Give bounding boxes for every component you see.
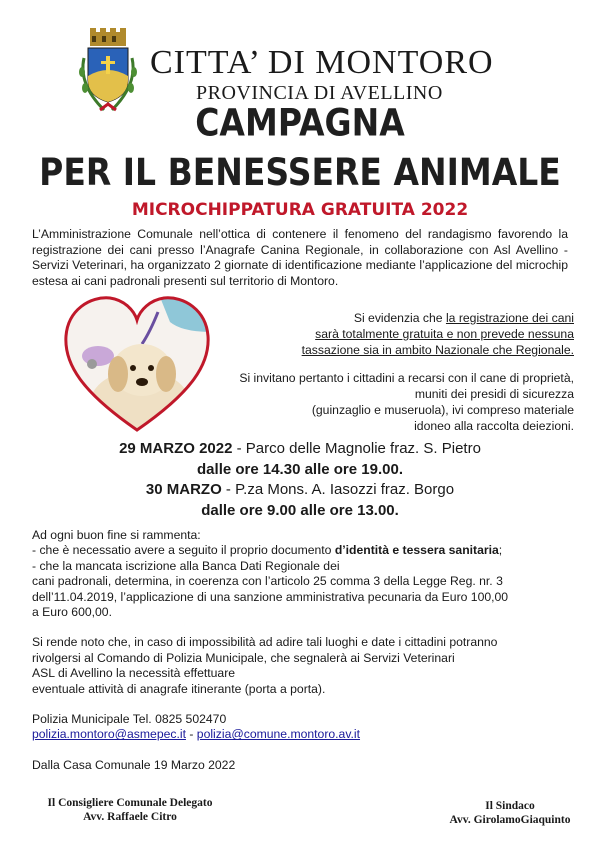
place-date: Dalla Casa Comunale 19 Marzo 2022 [32, 757, 236, 772]
alt-line-1: Si rende noto che, in caso di impossibilità ad adire tali luoghi e date i cittadini potranno [32, 635, 498, 650]
email-link-pec[interactable]: polizia.montoro@asmepec.it [32, 727, 186, 742]
province-title: PROVINCIA DI AVELLINO [196, 82, 443, 104]
notice-line-2: sarà totalmente gratuita e non prevede nessuna [315, 327, 574, 341]
intro-paragraph: L’Amministrazione Comunale nell’ottica di contenere il fenomeno del randagismo favorendo la registrazione dei cani presso l’Anagrafe Canina Regionale, in collaborazione con Asl Avellino - Servizi Veterinari, ha organizzato 2 giornate di identificazione mediante l’applicazione del microchip estesa ai cani padronali presenti sul territorio di Montoro. [32, 227, 568, 288]
invite-line-4: idoneo alla raccolta deiezioni. [414, 419, 574, 433]
day-2-place: - P.za Mons. A. Iasozzi fraz. Borgo [221, 481, 455, 498]
title-line-2: PER IL BENESSERE ANIMALE [39, 150, 561, 194]
invite-line-2: muniti dei presidi di sicurezza [414, 387, 574, 401]
title-line-1: CAMPAGNA [195, 100, 405, 145]
invite-paragraph [220, 370, 574, 434]
day-1-time: dalle ore 14.30 alle ore 19.00. [197, 461, 403, 478]
notice-line-3: tassazione sia in ambito Nazionale che Regionale. [301, 343, 574, 357]
schedule-day-1 [0, 440, 600, 457]
point-2-line-3: dell’11.04.2019, l’applicazione di una sanzione amministrativa pecunaria da Euro 100,00 [32, 589, 509, 604]
alt-line-2: rivolgersi al Comando di Polizia Municipale, che segnalerà ai Servizi Veterinari [32, 650, 455, 665]
notice-prefix: Si evidenzia che [353, 311, 446, 325]
day-2-time: dalle ore 9.00 alle ore 13.00. [201, 502, 399, 519]
point-1-prefix: - che è necessatio avere a seguito il proprio documento [32, 543, 335, 558]
day-1-place: - Parco delle Magnolie fraz. S. Pietro [232, 440, 481, 457]
point-1-bold: d’identità e tessera sanitaria [334, 543, 499, 558]
campaign-title [0, 99, 600, 198]
delegate-name: Avv. Raffaele Citro [83, 811, 177, 823]
schedule-day-2 [0, 481, 600, 498]
alt-line-3: ASL di Avellino la necessità effettuare [32, 666, 236, 681]
email-separator: - [185, 727, 197, 742]
invite-line-3: (guinzaglio e museruola), ivi compreso materiale [311, 403, 574, 417]
invite-line-1: Si invitano pertanto i cittadini a recarsi con il cane di proprietà, [239, 371, 574, 385]
signature-mayor [430, 799, 590, 827]
signature-delegate [20, 796, 240, 824]
mayor-name: Avv. GirolamoGiaquinto [449, 814, 571, 826]
mayor-role: Il Sindaco [485, 800, 535, 812]
reminder-intro: Ad ogni buon fine si rammenta: [32, 528, 201, 542]
notice-line-1: la registrazione dei cani [445, 311, 574, 325]
point-1-suffix: ; [498, 543, 503, 558]
point-2-line-4: a Euro 600,00. [32, 605, 112, 620]
body-text [32, 528, 572, 773]
police-phone: Polizia Municipale Tel. 0825 502470 [32, 712, 227, 727]
heart-dog-photo [62, 292, 212, 437]
subtitle: MICROCHIPPATURA GRATUITA 2022 [131, 200, 469, 220]
free-registration-notice [262, 310, 574, 358]
point-2-line-1: - che la mancata iscrizione alla Banca Dati Regionale dei [32, 558, 340, 573]
email-link-comune[interactable]: polizia@comune.montoro.av.it [196, 727, 361, 742]
delegate-role: Il Consigliere Comunale Delegato [47, 797, 213, 809]
day-1-date: 29 MARZO 2022 [119, 440, 233, 457]
reminder-point-1 [32, 543, 572, 558]
email-line [32, 727, 572, 742]
day-2-date: 30 MARZO [145, 481, 222, 498]
alt-line-4: eventuale attività di anagrafe itinerante (porta a porta). [32, 681, 326, 696]
point-2-line-2: cani padronali, determina, in coerenza con l’articolo 25 comma 3 della Legge Reg. nr. 3 [32, 574, 503, 589]
city-title: CITTA’ DI MONTORO [150, 44, 494, 81]
